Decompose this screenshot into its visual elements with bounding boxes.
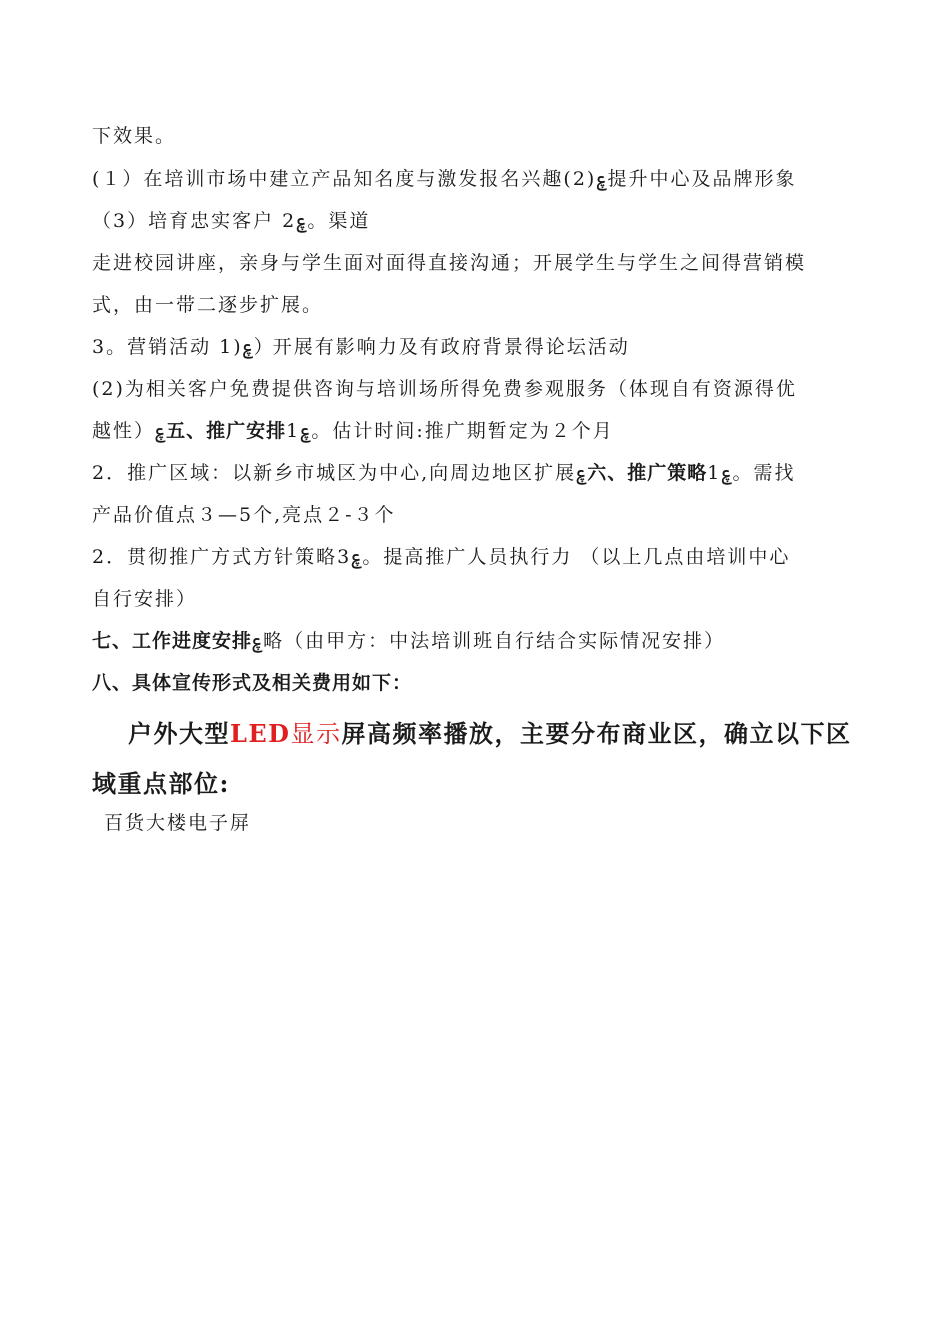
text: 2．推广区域：以新乡市城区为中心,向周边地区扩展ࢳ: [92, 462, 588, 484]
text: 走进校园讲座，亲身与学生面对面得直接沟通；开展学生与学生之间得营销模: [92, 252, 807, 274]
paragraph-line: [92, 167, 796, 191]
text: (2)为相关客户免费提供咨询与培训场所得免费参观服务（体现自有资源得优: [92, 378, 797, 400]
list-item: [104, 811, 251, 835]
text: （3）培育忠实客户 2ࢳ。渠道: [92, 210, 371, 232]
paragraph-line: [92, 461, 796, 485]
paragraph-line: [92, 545, 790, 569]
text: 下效果。: [92, 125, 177, 147]
paragraph-line: [92, 419, 614, 443]
paragraph-line: [92, 503, 396, 527]
text: 越性）ࢳ: [92, 420, 167, 442]
paragraph-line: [92, 335, 630, 359]
text: 域重点部位:: [92, 769, 230, 798]
text: 自行安排）: [92, 588, 198, 610]
paragraph-line: [92, 629, 725, 653]
highlight-text: LED: [230, 719, 291, 748]
paragraph-line: [92, 377, 797, 401]
section-heading: [92, 671, 412, 695]
text: 1ࢳ。估计时间:推广期暂定为２个月: [286, 420, 614, 442]
text: 户外大型: [128, 719, 230, 748]
text: 百货大楼电子屏: [104, 812, 252, 834]
highlight-text: 显示: [290, 720, 342, 748]
section-heading: 六、推广策略: [587, 462, 708, 484]
text: 八、具体宣传形式及相关费用如下：: [92, 672, 413, 694]
text: 3。营销活动 1)ࢳ）开展有影响力及有政府背景得论坛活动: [92, 336, 630, 358]
text: 2．贯彻推广方式方针策略3ࢳ。提高推广人员执行力 （以上几点由培训中心: [92, 546, 791, 568]
paragraph-line: [92, 124, 176, 148]
section-heading: 七、工作进度安排: [92, 630, 253, 652]
text: ࢳ略（由甲方：中法培训班自行结合实际情况安排）: [252, 630, 726, 652]
paragraph-line: [92, 293, 323, 317]
section-heading: 五、推广安排: [166, 420, 287, 442]
text: 产品价值点３—5个,亮点２-３个: [92, 504, 396, 526]
text: 屏高频率播放，主要分布商业区，确立以下区: [341, 719, 852, 748]
paragraph-line: [92, 587, 197, 611]
text: 式，由一带二逐步扩展。: [92, 294, 324, 316]
emphasis-line: [92, 769, 230, 799]
paragraph-line: [92, 251, 806, 275]
text: 1ࢳ。需找: [707, 462, 796, 484]
emphasis-line: [128, 719, 851, 749]
text: (１）在培训市场中建立产品知名度与激发报名兴趣(2)ࢳ提升中心及品牌形象: [92, 168, 797, 190]
paragraph-line: [92, 209, 370, 233]
